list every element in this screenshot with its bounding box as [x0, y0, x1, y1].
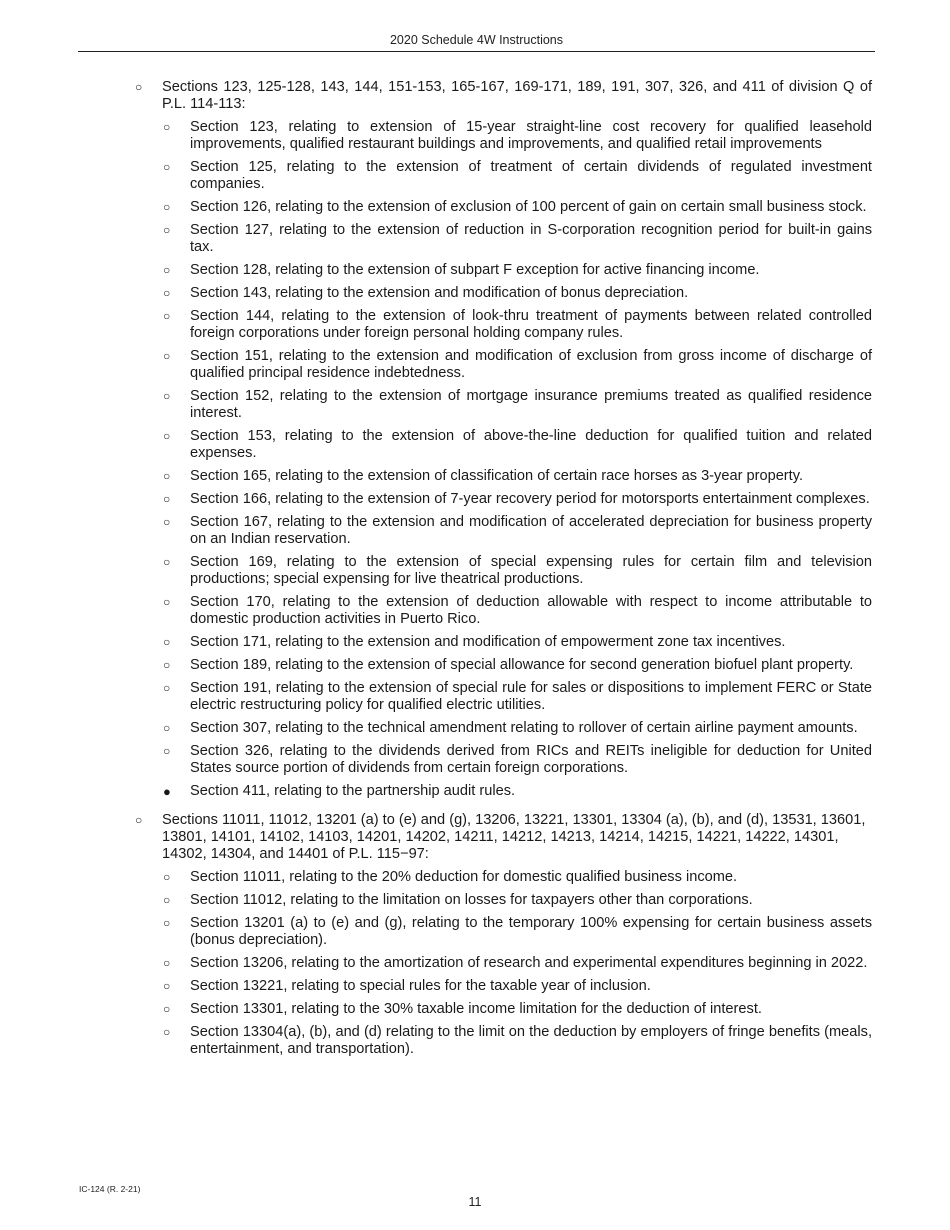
- list-item-text: Section 167, relating to the extension and modification of accelerated depreciation for business property on an Indian reservation.: [190, 514, 872, 547]
- circle-bullet-icon: ○: [163, 595, 171, 609]
- document-body: [0, 79, 950, 1058]
- list-item-text: Section 127, relating to the extension of reduction in S-corporation recognition period for built-in gains tax.: [190, 222, 872, 255]
- header-rule: [78, 51, 875, 52]
- list-item-text: Section 13201 (a) to (e) and (g), relating to the temporary 100% expensing for certain business assets (bonus depreciation).: [190, 915, 872, 948]
- list-item-text: Section 191, relating to the extension of special rule for sales or dispositions to implement FERC or State electric restructuring policy for qualified electric utilities.: [190, 680, 872, 713]
- list-item: [163, 119, 872, 153]
- circle-bullet-icon: ○: [163, 1025, 171, 1039]
- list-item-text: Section 151, relating to the extension and modification of exclusion from gross income of discharge of qualified principal residence indebtedness.: [190, 348, 872, 381]
- list-item: [163, 348, 872, 382]
- circle-bullet-icon: ○: [163, 469, 171, 483]
- list-item: [163, 222, 872, 256]
- list-item-text: Section 11012, relating to the limitation on losses for taxpayers other than corporations.: [190, 892, 753, 908]
- list-item: [163, 554, 872, 588]
- list-item-text: Section 307, relating to the technical amendment relating to rollover of certain airline payment amounts.: [190, 720, 858, 736]
- list-item: [163, 285, 872, 302]
- circle-bullet-icon: ○: [163, 721, 171, 735]
- list-item-text: Section 171, relating to the extension and modification of empowerment zone tax incentives.: [190, 634, 786, 650]
- form-code: IC-124 (R. 2-21): [79, 1184, 141, 1194]
- list-item: [163, 388, 872, 422]
- circle-bullet-icon: ○: [163, 349, 171, 363]
- circle-bullet-icon: ○: [163, 870, 171, 884]
- list-item-text: Section 13304(a), (b), and (d) relating to the limit on the deduction by employers of fringe benefits (meals, entertainment, and transportation).: [190, 1024, 872, 1057]
- list-item-text: Section 144, relating to the extension of look-thru treatment of payments between related controlled foreign corporations under foreign personal holding company rules.: [190, 308, 872, 341]
- list-item: [163, 1024, 872, 1058]
- circle-bullet-icon: ○: [163, 160, 171, 174]
- circle-bullet-icon: ○: [163, 635, 171, 649]
- list-item: [163, 720, 872, 737]
- circle-bullet-icon: ○: [163, 120, 171, 134]
- circle-bullet-icon: ○: [163, 744, 171, 758]
- circle-bullet-icon: ○: [163, 389, 171, 403]
- list-item-text: Section 153, relating to the extension of above-the-line deduction for qualified tuition and related expenses.: [190, 428, 872, 461]
- list-item: [163, 308, 872, 342]
- circle-bullet-icon: ○: [135, 813, 143, 827]
- list-item: [163, 199, 872, 216]
- circle-bullet-icon: ○: [163, 492, 171, 506]
- list-item: [163, 428, 872, 462]
- list-item: [163, 892, 872, 909]
- section-group-2-text: Sections 11011, 11012, 13201 (a) to (e) and (g), 13206, 13221, 13301, 13304 (a), (b), and (d), 13531, 13601, 13801, 14101, 14102, 14103, 14201, 14202, 14211, 14212, 14213, 14214, 14215, 14221, 14222, 14301, 14302, 14304, and 14401 of P.L. 115−97:: [162, 812, 866, 862]
- list-item: [163, 955, 872, 972]
- list-item-text: Section 170, relating to the extension of deduction allowable with respect to income attributable to domestic production activities in Puerto Rico.: [190, 594, 872, 627]
- list-item: [163, 915, 872, 949]
- section-group-2-heading: [135, 812, 872, 863]
- circle-bullet-icon: ○: [163, 286, 171, 300]
- list-item: [163, 657, 872, 674]
- section-group-1-text: Sections 123, 125-128, 143, 144, 151-153, 165-167, 169-171, 189, 191, 307, 326, and 411 of division Q of P.L. 114-113:: [162, 79, 872, 112]
- list-item-text: Section 128, relating to the extension of subpart F exception for active financing income.: [190, 262, 760, 278]
- list-item: [163, 159, 872, 193]
- circle-bullet-icon: ○: [135, 80, 143, 94]
- list-item: [163, 594, 872, 628]
- section-group-1-heading: [135, 79, 872, 113]
- circle-bullet-icon: ○: [163, 263, 171, 277]
- page-number: 11: [468, 1195, 482, 1209]
- circle-bullet-icon: ○: [163, 681, 171, 695]
- circle-bullet-icon: ○: [163, 555, 171, 569]
- list-item-text: Section 326, relating to the dividends derived from RICs and REITs ineligible for deduction for United States source portion of dividends from certain foreign corporations.: [190, 743, 872, 776]
- list-item: [163, 1001, 872, 1018]
- circle-bullet-icon: ○: [163, 893, 171, 907]
- list-item: [163, 680, 872, 714]
- list-item-text: Section 169, relating to the extension of special expensing rules for certain film and television productions; special expensing for live theatrical productions.: [190, 554, 872, 587]
- circle-bullet-icon: ○: [163, 956, 171, 970]
- list-item-text: Section 411, relating to the partnership audit rules.: [190, 783, 516, 799]
- circle-bullet-icon: ○: [163, 979, 171, 993]
- list-item-text: Section 143, relating to the extension and modification of bonus depreciation.: [190, 285, 689, 301]
- list-item: [163, 491, 872, 508]
- list-item-text: Section 123, relating to extension of 15-year straight-line cost recovery for qualified leasehold improvements, qualified restaurant buildings and improvements, and qualified retail improvements: [190, 119, 872, 152]
- circle-bullet-icon: ○: [163, 429, 171, 443]
- list-item-text: Section 166, relating to the extension of 7-year recovery period for motorsports entertainment complexes.: [190, 491, 870, 507]
- list-item-text: Section 152, relating to the extension of mortgage insurance premiums treated as qualified residence interest.: [190, 388, 872, 421]
- circle-bullet-icon: ○: [163, 200, 171, 214]
- circle-bullet-icon: ○: [163, 309, 171, 323]
- list-item-text: Section 13221, relating to special rules for the taxable year of inclusion.: [190, 978, 651, 994]
- list-item: [163, 783, 872, 800]
- list-item-text: Section 11011, relating to the 20% deduction for domestic qualified business income.: [190, 869, 738, 885]
- list-item-text: Section 125, relating to the extension of treatment of certain dividends of regulated investment companies.: [190, 159, 872, 192]
- list-item-text: Section 126, relating to the extension of exclusion of 100 percent of gain on certain small business stock.: [190, 199, 867, 215]
- list-item: [163, 468, 872, 485]
- list-item: [163, 634, 872, 651]
- disc-bullet-icon: ●: [163, 784, 171, 799]
- list-item-text: Section 13301, relating to the 30% taxable income limitation for the deduction of interest.: [190, 1001, 762, 1017]
- list-item: [163, 743, 872, 777]
- page-header-title: 2020 Schedule 4W Instructions: [389, 33, 564, 47]
- list-item-text: Section 189, relating to the extension of special allowance for second generation biofuel plant property.: [190, 657, 854, 673]
- list-item: [163, 978, 872, 995]
- list-item: [163, 514, 872, 548]
- circle-bullet-icon: ○: [163, 515, 171, 529]
- list-item: [163, 869, 872, 886]
- circle-bullet-icon: ○: [163, 223, 171, 237]
- circle-bullet-icon: ○: [163, 658, 171, 672]
- list-item-text: Section 13206, relating to the amortization of research and experimental expenditures beginning in 2022.: [190, 955, 868, 971]
- list-item-text: Section 165, relating to the extension of classification of certain race horses as 3-year property.: [190, 468, 803, 484]
- circle-bullet-icon: ○: [163, 1002, 171, 1016]
- list-item: [163, 262, 872, 279]
- circle-bullet-icon: ○: [163, 916, 171, 930]
